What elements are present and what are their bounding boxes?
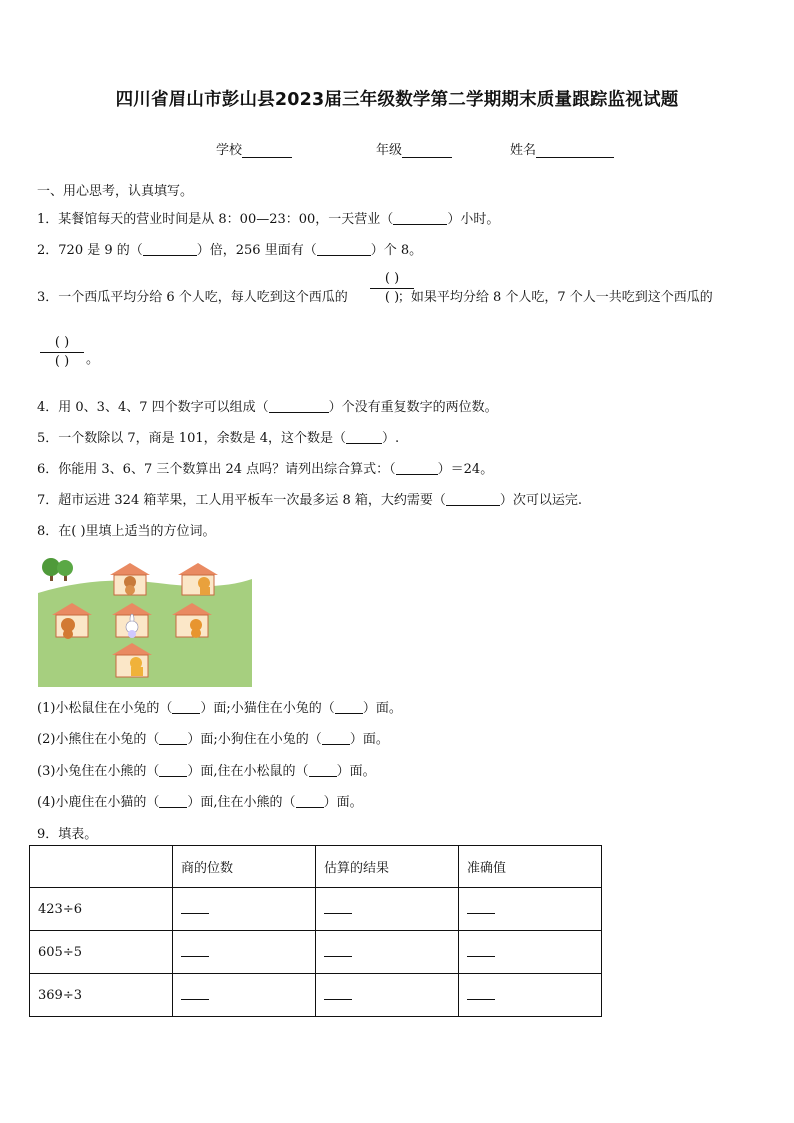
squirrel-icon: [124, 576, 136, 595]
table-cell-answer[interactable]: [173, 931, 316, 974]
question-3-end: 。: [86, 352, 100, 367]
table-header-cell: 商的位数: [173, 846, 316, 888]
grade-field: [376, 139, 452, 158]
page-title: 四川省眉山市彭山县2023届三年级数学第二学期期末质量跟踪监视试题: [115, 90, 679, 110]
answer-blank[interactable]: [309, 763, 337, 777]
answer-blank[interactable]: [446, 492, 500, 506]
answer-blank[interactable]: [346, 430, 382, 444]
question-2: 2．720 是 9 的（ ）倍，256 里面有（ ）个 8。: [37, 243, 423, 258]
name-blank[interactable]: [536, 143, 614, 158]
fraction-blank[interactable]: ( ) ( ): [40, 334, 84, 371]
table-cell-answer[interactable]: [316, 931, 459, 974]
table-cell-answer[interactable]: [459, 931, 602, 974]
answer-blank[interactable]: [143, 242, 197, 256]
table-header-cell: [30, 846, 173, 888]
answer-blank[interactable]: [159, 794, 187, 808]
answer-blank[interactable]: [269, 399, 329, 413]
question-8-part-4: (4)小鹿住在小猫的（ ）面,住在小熊的（ ）面。: [37, 795, 363, 810]
question-7: 7．超市运进 324 箱苹果，工人用平板车一次最多运 8 箱，大约需要（ ）次可以运完.: [37, 493, 583, 508]
question-8-part-1: (1)小松鼠住在小兔的（ ）面;小猫住在小兔的（ ）面。: [37, 701, 402, 716]
cat-icon: [190, 619, 202, 638]
answer-blank[interactable]: [393, 211, 447, 225]
fraction-blank[interactable]: ( ) ( ): [370, 270, 414, 307]
table-header-row: [30, 846, 602, 888]
school-field: [216, 139, 292, 158]
table-cell-answer[interactable]: [459, 974, 602, 1017]
table-cell-answer[interactable]: [459, 888, 602, 931]
table-cell-answer[interactable]: [316, 974, 459, 1017]
table-cell-expression: 369÷3: [30, 974, 173, 1017]
question-1: 1．某餐馆每天的营业时间是从 8：00—23：00，一天营业（ ）小时。: [37, 212, 500, 227]
school-label: 学校: [216, 143, 243, 158]
grade-label: 年级: [376, 143, 403, 158]
question-8-part-3: (3)小兔住在小熊的（ ）面,住在小松鼠的（ ）面。: [37, 764, 376, 779]
table-header-cell: 估算的结果: [316, 846, 459, 888]
school-blank[interactable]: [242, 143, 292, 158]
answer-blank[interactable]: [159, 763, 187, 777]
table-cell-answer[interactable]: [173, 974, 316, 1017]
question-8: 8．在( )里填上适当的方位词。: [37, 524, 216, 539]
grade-blank[interactable]: [402, 143, 452, 158]
question-9: 9．填表。: [37, 827, 98, 842]
table-row: [30, 974, 602, 1017]
answer-blank[interactable]: [322, 731, 350, 745]
answer-blank[interactable]: [172, 700, 200, 714]
table-cell-answer[interactable]: [316, 888, 459, 931]
table-row: [30, 931, 602, 974]
table-row: [30, 888, 602, 931]
table-cell-expression: 423÷6: [30, 888, 173, 931]
fill-in-table: [29, 845, 602, 1017]
table-cell-answer[interactable]: [173, 888, 316, 931]
section-heading: 一、用心思考，认真填写。: [37, 184, 194, 199]
question-4: 4．用 0、3、4、7 四个数字可以组成（ ）个没有重复数字的两位数。: [37, 400, 498, 415]
answer-blank[interactable]: [335, 700, 363, 714]
name-field: [510, 139, 614, 158]
answer-blank[interactable]: [296, 794, 324, 808]
name-label: 姓名: [510, 143, 537, 158]
question-8-part-2: (2)小熊住在小兔的（ ）面;小狗住在小兔的（ ）面。: [37, 732, 389, 747]
answer-blank[interactable]: [396, 461, 438, 475]
answer-blank[interactable]: [159, 731, 187, 745]
question-5: 5．一个数除以 7，商是 101，余数是 4，这个数是（ ）.: [37, 431, 400, 446]
neighborhood-illustration: [38, 553, 252, 687]
answer-blank[interactable]: [317, 242, 371, 256]
table-cell-expression: 605÷5: [30, 931, 173, 974]
question-3: 3．一个西瓜平均分给 6 个人吃，每人吃到这个西瓜的 ；如果平均分给 8 个人吃，7 个人一共吃到这个西瓜的: [37, 290, 713, 305]
table-header-cell: 准确值: [459, 846, 602, 888]
question-6: 6．你能用 3、6、7 三个数算出 24 点吗？请列出综合算式：（ ）＝24。: [37, 462, 494, 477]
